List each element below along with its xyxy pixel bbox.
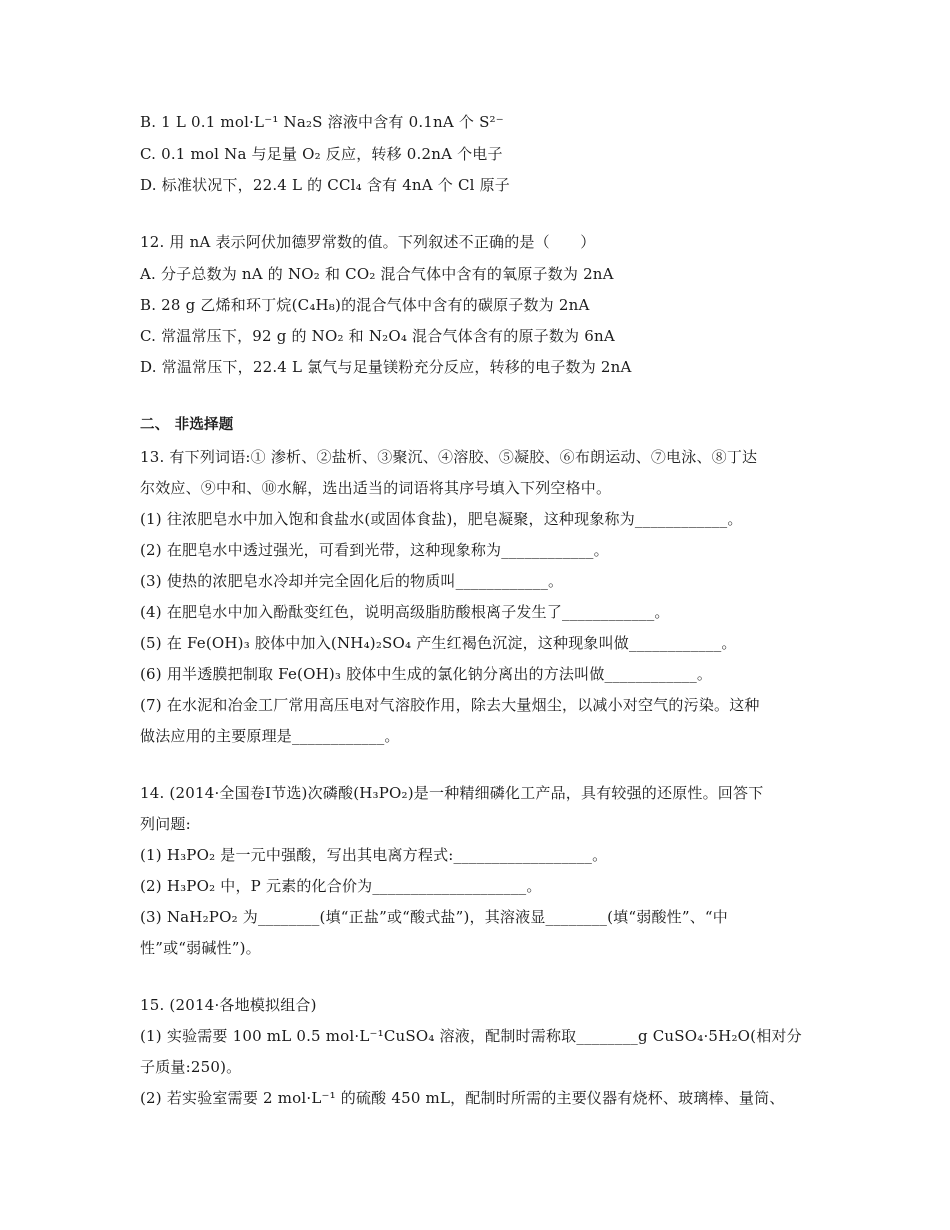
q14-item-1: (1) H₃PO₂ 是一元中强酸，写出其电离方程式:__________________。 — [140, 846, 608, 864]
q15-item-2: (2) 若实验室需要 2 mol·L⁻¹ 的硫酸 450 mL，配制时所需的主要仪器有烧杯、玻璃棒、量筒、 — [140, 1089, 785, 1107]
q13-item-7-line1: (7) 在水泥和冶金工厂常用高压电对气溶胶作用，除去大量烟尘，以减小对空气的污染。这种 — [140, 696, 760, 714]
q15-stem: 15. (2014·各地模拟组合) — [140, 996, 317, 1014]
q11-option-d: D. 标准状况下，22.4 L 的 CCl₄ 含有 4nA 个 Cl 原子 — [140, 176, 511, 194]
q11-option-b: B. 1 L 0.1 mol·L⁻¹ Na₂S 溶液中含有 0.1nA 个 S²⁻ — [140, 113, 504, 131]
q12-option-a: A. 分子总数为 nA 的 NO₂ 和 CO₂ 混合气体中含有的氧原子数为 2nA — [140, 265, 614, 283]
section-heading: 二、 非选择题 — [140, 417, 234, 433]
q13-stem-line2: 尔效应、⑨中和、⑩水解，选出适当的词语将其序号填入下列空格中。 — [140, 479, 612, 497]
q12-option-b: B. 28 g 乙烯和环丁烷(C₄H₈)的混合气体中含有的碳原子数为 2nA — [140, 296, 590, 314]
q14-stem-line2: 列问题: — [140, 815, 191, 833]
q13-item-4: (4) 在肥皂水中加入酚酞变红色，说明高级脂肪酸根离子发生了____________。 — [140, 603, 670, 621]
q13-item-2: (2) 在肥皂水中透过强光，可看到光带，这种现象称为____________。 — [140, 541, 609, 559]
q13-stem-line1: 13. 有下列词语:① 渗析、②盐析、③聚沉、④溶胶、⑤凝胶、⑥布朗运动、⑦电泳、⑧丁达 — [140, 448, 758, 466]
q15-item-1-line1: (1) 实验需要 100 mL 0.5 mol·L⁻¹CuSO₄ 溶液，配制时需称取________g CuSO₄·5H₂O(相对分 — [140, 1027, 802, 1045]
q14-stem-line1: 14. (2014·全国卷Ⅰ节选)次磷酸(H₃PO₂)是一种精细磷化工产品，具有较强的还原性。回答下 — [140, 784, 764, 802]
q11-option-c: C. 0.1 mol Na 与足量 O₂ 反应，转移 0.2nA 个电子 — [140, 145, 503, 163]
q12-option-c: C. 常温常压下，92 g 的 NO₂ 和 N₂O₄ 混合气体含有的原子数为 6nA — [140, 327, 615, 345]
q13-item-3: (3) 使热的浓肥皂水冷却并完全固化后的物质叫____________。 — [140, 572, 564, 590]
q13-item-7-line2: 做法应用的主要原理是____________。 — [140, 727, 400, 745]
q13-item-1: (1) 往浓肥皂水中加入饱和食盐水(或固体食盐)，肥皂凝聚，这种现象称为____________。 — [140, 510, 743, 528]
q14-item-2: (2) H₃PO₂ 中，P 元素的化合价为____________________。 — [140, 877, 542, 895]
q14-item-3-line2: 性”或“弱碱性”)。 — [140, 939, 261, 957]
q12-stem: 12. 用 nA 表示阿伏加德罗常数的值。下列叙述不正确的是（ ） — [140, 233, 596, 251]
q14-item-3-line1: (3) NaH₂PO₂ 为________(填“正盐”或“酸式盐”)，其溶液显________(填“弱酸性”、“中 — [140, 908, 728, 926]
q12-option-d: D. 常温常压下，22.4 L 氯气与足量镁粉充分反应，转移的电子数为 2nA — [140, 358, 632, 376]
q13-item-5: (5) 在 Fe(OH)₃ 胶体中加入(NH₄)₂SO₄ 产生红褐色沉淀，这种现象叫做____________。 — [140, 634, 737, 652]
q15-item-1-line2: 子质量:250)。 — [140, 1058, 242, 1076]
q13-item-6: (6) 用半透膜把制取 Fe(OH)₃ 胶体中生成的氯化钠分离出的方法叫做____________。 — [140, 665, 713, 683]
